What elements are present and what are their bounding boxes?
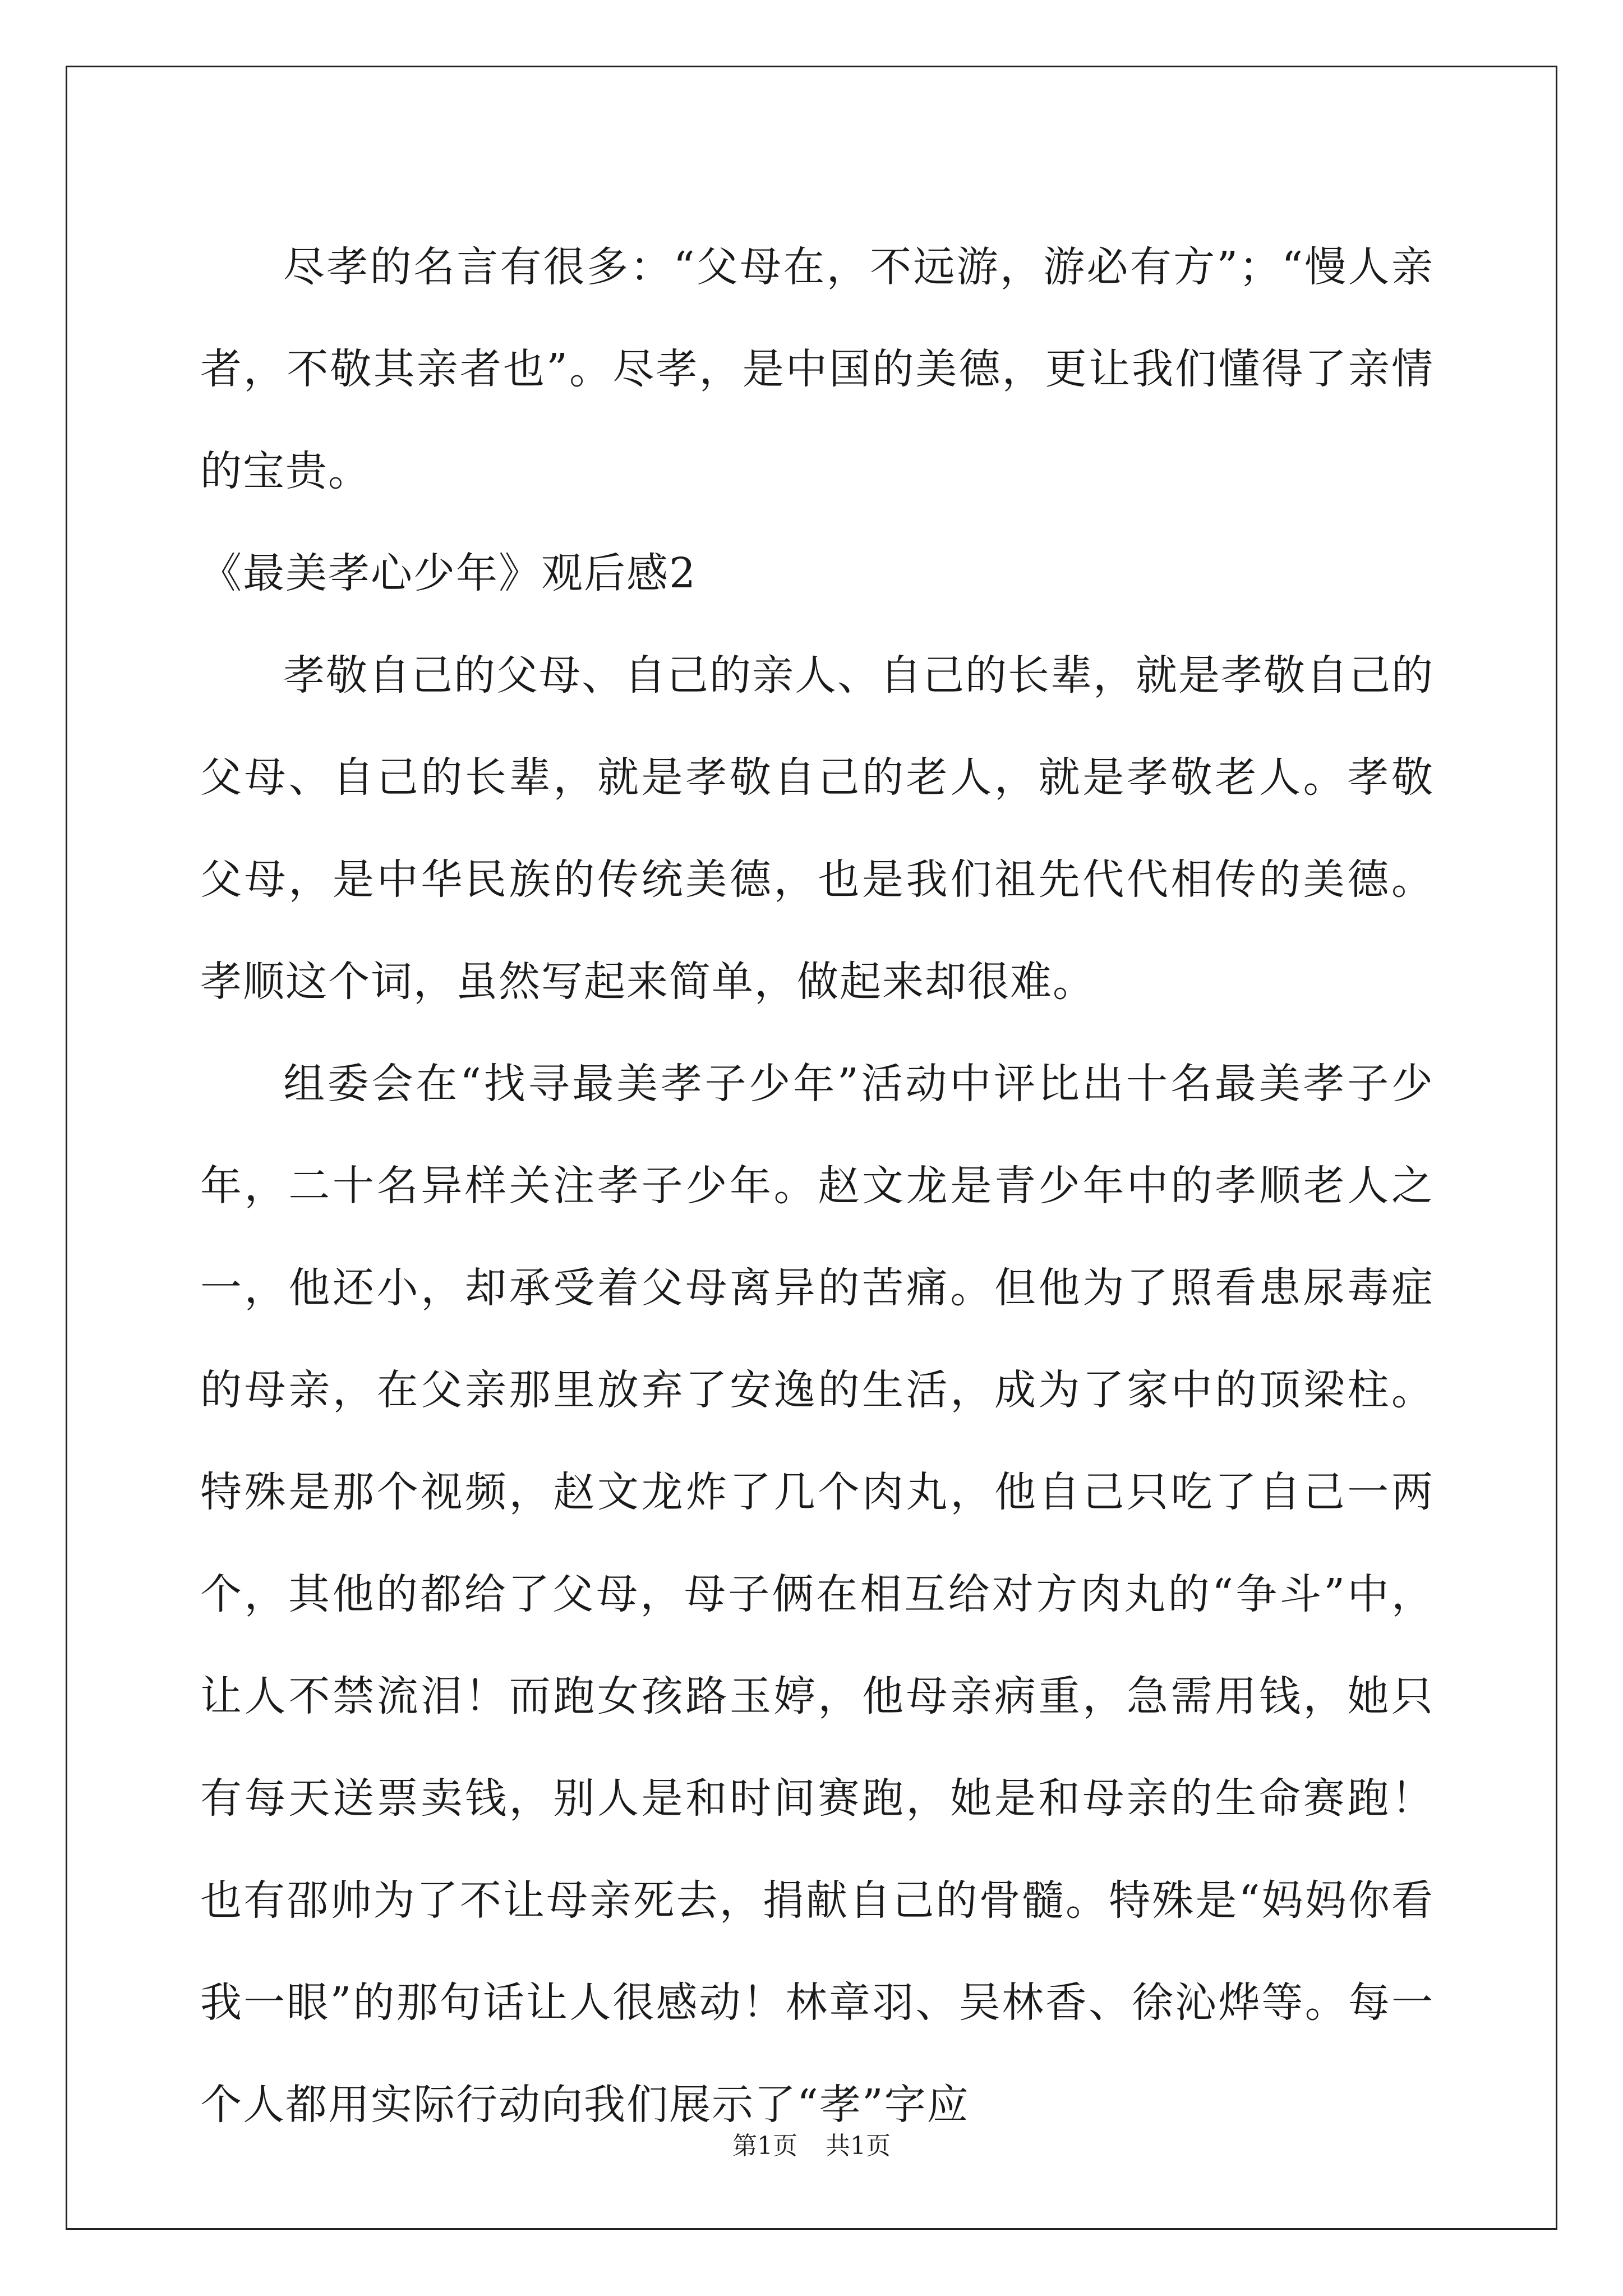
paragraph-1: 尽孝的名言有很多：“父母在，不远游，游必有方”；“慢人亲者，不敬其亲者也”。尽孝，是中国的美德，更让我们懂得了亲情的宝贵。: [200, 243, 1434, 495]
page-total: 共1页: [826, 2132, 891, 2160]
page-footer: [0, 2129, 1623, 2163]
paragraph-2: 孝敬自己的父母、自己的亲人、自己的长辈，就是孝敬自己的父母、自己的长辈，就是孝敬自己的老人，就是孝敬老人。孝敬父母，是中华民族的传统美德，也是我们祖先代代相传的美德。孝顺这个词，虽然写起来简单，做起来却很难。: [200, 651, 1434, 1006]
document-body: [200, 216, 1434, 2156]
paragraph-3: 组委会在“找寻最美孝子少年”活动中评比出十名最美孝子少年，二十名异样关注孝子少年。赵文龙是青少年中的孝顺老人之一，他还小，却承受着父母离异的苦痛。但他为了照看患尿毒症的母亲，在父亲那里放弃了安逸的生活，成为了家中的顶梁柱。特殊是那个视频，赵文龙炸了几个肉丸，他自己只吃了自己一两个，其他的都给了父母，母子俩在相互给对方肉丸的“争斗”中，让人不禁流泪！而跑女孩路玉婷，他母亲病重，急需用钱，她只有每天送票卖钱，别人是和时间赛跑，她是和母亲的生命赛跑！也有邵帅为了不让母亲死去，捐献自己的骨髓。特殊是“妈妈你看我一眼”的那句话让人很感动！林章羽、吴林香、徐沁烨等。每一个人都用实际行动向我们展示了“孝”字应: [200, 1060, 1434, 2129]
section-heading: 《最美孝心少年》观后感2: [200, 549, 697, 597]
page-number: 第1页: [732, 2132, 797, 2160]
